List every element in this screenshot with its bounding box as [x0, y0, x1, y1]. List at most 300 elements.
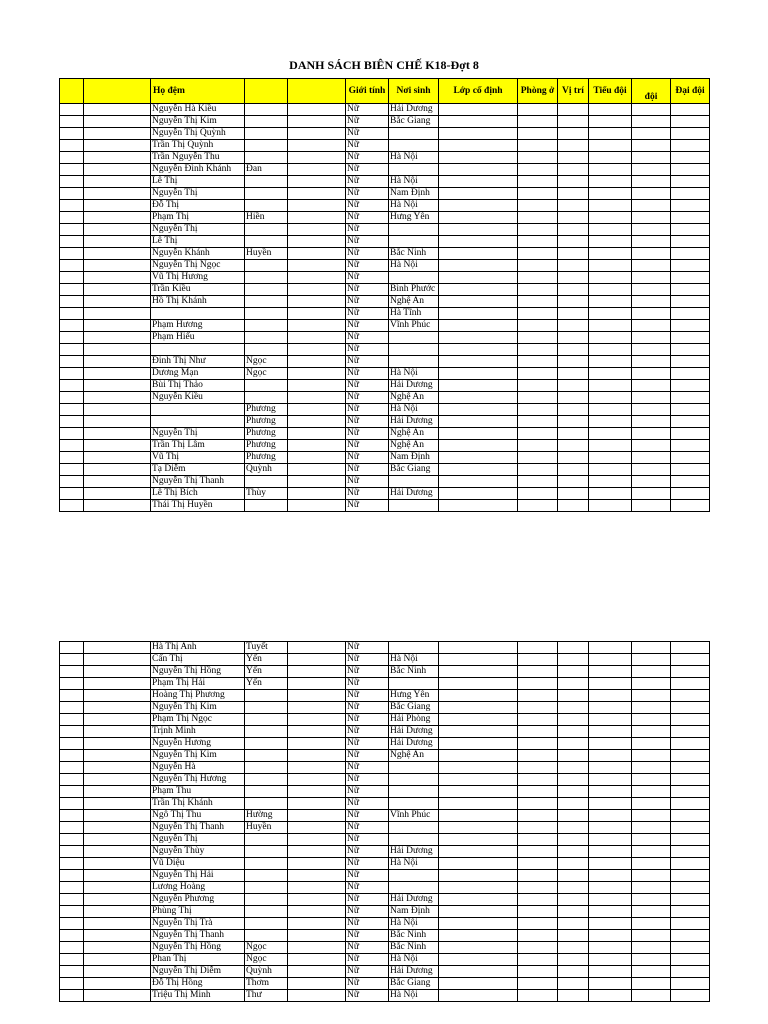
table-cell [288, 846, 346, 858]
cell-noi-sinh [389, 356, 439, 368]
table-cell [632, 404, 671, 416]
table-cell [84, 116, 151, 128]
cell-gioi-tinh: Nữ [346, 128, 389, 140]
table-cell [439, 440, 518, 452]
table-cell [439, 476, 518, 488]
table-cell [439, 104, 518, 116]
table-cell [518, 654, 558, 666]
table-cell [60, 786, 84, 798]
cell-ten: Thùy [245, 488, 288, 500]
table-cell [558, 128, 589, 140]
table-cell [439, 894, 518, 906]
cell-gioi-tinh: Nữ [346, 810, 389, 822]
table-row [60, 642, 710, 654]
cell-ten [245, 176, 288, 188]
table-cell [632, 152, 671, 164]
table-cell [518, 320, 558, 332]
table-cell [60, 750, 84, 762]
table-cell [589, 104, 632, 116]
table-cell [518, 738, 558, 750]
table-cell [632, 452, 671, 464]
cell-ho-dem: Vũ Thị [151, 452, 245, 464]
cell-ho-dem: Nguyễn Thị Thanh [151, 930, 245, 942]
table-cell [518, 236, 558, 248]
table-cell [589, 846, 632, 858]
table-cell [558, 714, 589, 726]
table-cell [288, 272, 346, 284]
table-row [60, 116, 710, 128]
table-cell [671, 918, 710, 930]
table-cell [288, 858, 346, 870]
table-cell [60, 774, 84, 786]
table-cell [671, 810, 710, 822]
cell-noi-sinh: Hải Dương [389, 416, 439, 428]
table-row [60, 248, 710, 260]
table-row [60, 990, 710, 1002]
table-cell [589, 452, 632, 464]
cell-noi-sinh [389, 678, 439, 690]
table-cell [60, 966, 84, 978]
table-cell [589, 248, 632, 260]
table-cell [439, 320, 518, 332]
cell-noi-sinh: Hưng Yên [389, 690, 439, 702]
table-cell [589, 200, 632, 212]
cell-noi-sinh: Hà Nội [389, 954, 439, 966]
table-cell [518, 822, 558, 834]
cell-noi-sinh: Nam Định [389, 452, 439, 464]
table-cell [288, 188, 346, 200]
table-row [60, 666, 710, 678]
header-row [60, 79, 710, 104]
table-cell [84, 260, 151, 272]
table-cell [558, 762, 589, 774]
table-cell [558, 224, 589, 236]
table-cell [439, 212, 518, 224]
table-cell [60, 942, 84, 954]
table-cell [589, 428, 632, 440]
table-cell [518, 368, 558, 380]
table-cell [632, 930, 671, 942]
table-cell [84, 666, 151, 678]
table-cell [288, 308, 346, 320]
table-cell [84, 176, 151, 188]
table-cell [60, 726, 84, 738]
table-row [60, 906, 710, 918]
table-row [60, 452, 710, 464]
table-row [60, 678, 710, 690]
table-cell [518, 248, 558, 260]
table-cell [439, 762, 518, 774]
table-cell [589, 798, 632, 810]
cell-noi-sinh: Bắc Ninh [389, 930, 439, 942]
table-cell [288, 810, 346, 822]
table-cell [589, 714, 632, 726]
table-cell [518, 344, 558, 356]
table-cell [439, 846, 518, 858]
table-cell [558, 284, 589, 296]
table-cell [589, 822, 632, 834]
table-cell [439, 488, 518, 500]
table-row [60, 702, 710, 714]
cell-ten [245, 882, 288, 894]
table-row [60, 750, 710, 762]
table-cell [589, 702, 632, 714]
table-cell [84, 128, 151, 140]
table-cell [439, 990, 518, 1002]
cell-ho-dem: Hồ Thị Khánh [151, 296, 245, 308]
cell-ho-dem: Lê Thị [151, 176, 245, 188]
table-row [60, 942, 710, 954]
cell-ten [245, 870, 288, 882]
table-cell [84, 140, 151, 152]
cell-ho-dem: Nguyễn Hà [151, 762, 245, 774]
table-cell [671, 750, 710, 762]
table-cell [518, 786, 558, 798]
table-cell [558, 918, 589, 930]
table-cell [439, 128, 518, 140]
table-cell [518, 188, 558, 200]
cell-ten [245, 894, 288, 906]
table-cell [84, 762, 151, 774]
cell-ho-dem: Trịnh Minh [151, 726, 245, 738]
table-cell [518, 104, 558, 116]
cell-ho-dem: Trần Thị Quỳnh [151, 140, 245, 152]
table-cell [589, 488, 632, 500]
cell-gioi-tinh: Nữ [346, 176, 389, 188]
table-cell [558, 164, 589, 176]
table-cell [518, 416, 558, 428]
cell-gioi-tinh: Nữ [346, 714, 389, 726]
cell-ho-dem: Cấn Thị [151, 654, 245, 666]
cell-ten [245, 762, 288, 774]
table-cell [558, 152, 589, 164]
cell-ten: Tuyết [245, 642, 288, 654]
table-cell [439, 834, 518, 846]
table-cell [518, 488, 558, 500]
table-row [60, 882, 710, 894]
table-cell [671, 870, 710, 882]
table-cell [671, 846, 710, 858]
table-cell [439, 774, 518, 786]
table-cell [671, 404, 710, 416]
table-cell [84, 642, 151, 654]
cell-ho-dem: Lương Hoàng [151, 882, 245, 894]
table-cell [558, 308, 589, 320]
table-cell [60, 404, 84, 416]
table-cell [288, 200, 346, 212]
table-cell [518, 930, 558, 942]
table-cell [60, 714, 84, 726]
table-cell [671, 488, 710, 500]
cell-gioi-tinh: Nữ [346, 272, 389, 284]
table-cell [518, 834, 558, 846]
table-cell [558, 356, 589, 368]
table-cell [589, 966, 632, 978]
table-cell [671, 116, 710, 128]
table-row [60, 356, 710, 368]
cell-gioi-tinh: Nữ [346, 954, 389, 966]
header-ho-dem: Họ đệm [151, 79, 245, 104]
table-cell [84, 296, 151, 308]
table-cell [671, 690, 710, 702]
table-cell [518, 954, 558, 966]
cell-noi-sinh [389, 128, 439, 140]
table-row [60, 930, 710, 942]
table-cell [671, 834, 710, 846]
table-cell [671, 104, 710, 116]
table-cell [84, 942, 151, 954]
roster-table-1 [59, 78, 710, 512]
table-cell [671, 128, 710, 140]
cell-noi-sinh: Hải Phòng [389, 714, 439, 726]
table-cell [288, 140, 346, 152]
table-row [60, 236, 710, 248]
table-cell [60, 690, 84, 702]
table-cell [84, 930, 151, 942]
table-cell [288, 678, 346, 690]
cell-ho-dem: Nguyễn Phương [151, 894, 245, 906]
cell-ten: Quỳnh [245, 966, 288, 978]
table-cell [558, 702, 589, 714]
cell-gioi-tinh: Nữ [346, 356, 389, 368]
table-cell [60, 296, 84, 308]
table-cell [518, 906, 558, 918]
cell-ho-dem [151, 416, 245, 428]
table-cell [288, 248, 346, 260]
cell-ten [245, 188, 288, 200]
cell-ten [245, 140, 288, 152]
table-cell [518, 714, 558, 726]
table-cell [671, 654, 710, 666]
table-cell [671, 666, 710, 678]
cell-ten [245, 284, 288, 296]
table-cell [84, 834, 151, 846]
table-cell [60, 822, 84, 834]
table-cell [288, 798, 346, 810]
table-cell [60, 380, 84, 392]
table-cell [84, 500, 151, 512]
table-cell [84, 392, 151, 404]
table-cell [439, 224, 518, 236]
table-cell [84, 894, 151, 906]
table-cell [518, 164, 558, 176]
cell-gioi-tinh: Nữ [346, 452, 389, 464]
table-cell [671, 152, 710, 164]
cell-ten: Phương [245, 404, 288, 416]
cell-noi-sinh: Hải Dương [389, 104, 439, 116]
table-cell [589, 990, 632, 1002]
table-cell [84, 236, 151, 248]
table-row [60, 918, 710, 930]
cell-ho-dem: Nguyễn Thị Kim [151, 702, 245, 714]
table-cell [589, 260, 632, 272]
table-cell [558, 846, 589, 858]
table-cell [439, 140, 518, 152]
cell-noi-sinh: Nghệ An [389, 296, 439, 308]
cell-ten [245, 846, 288, 858]
table-cell [558, 464, 589, 476]
cell-ho-dem: Nguyễn Thị Kim [151, 750, 245, 762]
cell-ho-dem: Thái Thị Huyền [151, 500, 245, 512]
table-cell [518, 846, 558, 858]
table-cell [671, 332, 710, 344]
cell-gioi-tinh: Nữ [346, 164, 389, 176]
cell-noi-sinh [389, 236, 439, 248]
cell-ho-dem: Nguyễn Thị Trà [151, 918, 245, 930]
table-cell [439, 822, 518, 834]
table-cell [60, 810, 84, 822]
table-cell [84, 846, 151, 858]
table-cell [632, 774, 671, 786]
cell-ten [245, 476, 288, 488]
table-cell [632, 332, 671, 344]
table-row [60, 164, 710, 176]
table-cell [589, 858, 632, 870]
table-cell [288, 212, 346, 224]
table-cell [671, 164, 710, 176]
table-cell [84, 428, 151, 440]
cell-noi-sinh: Hà Nội [389, 152, 439, 164]
table-cell [671, 248, 710, 260]
cell-gioi-tinh: Nữ [346, 116, 389, 128]
table-cell [60, 188, 84, 200]
table-cell [60, 702, 84, 714]
table-cell [60, 906, 84, 918]
cell-ten [245, 260, 288, 272]
table-cell [60, 798, 84, 810]
cell-ho-dem: Lê Thị Bích [151, 488, 245, 500]
table-cell [84, 404, 151, 416]
cell-gioi-tinh: Nữ [346, 762, 389, 774]
table-cell [558, 858, 589, 870]
table-cell [288, 750, 346, 762]
cell-gioi-tinh: Nữ [346, 464, 389, 476]
cell-gioi-tinh: Nữ [346, 416, 389, 428]
table-cell [518, 870, 558, 882]
cell-noi-sinh [389, 822, 439, 834]
table-cell [439, 368, 518, 380]
table-cell [558, 990, 589, 1002]
table-cell [84, 308, 151, 320]
table-cell [589, 332, 632, 344]
table-cell [589, 464, 632, 476]
table-row [60, 188, 710, 200]
table-cell [632, 726, 671, 738]
table-cell [558, 104, 589, 116]
table-cell [589, 894, 632, 906]
cell-noi-sinh: Hà Nội [389, 654, 439, 666]
table-cell [60, 272, 84, 284]
cell-gioi-tinh: Nữ [346, 930, 389, 942]
table-cell [288, 714, 346, 726]
cell-ho-dem: Trần Nguyễn Thu [151, 152, 245, 164]
table-cell [632, 176, 671, 188]
table-cell [671, 392, 710, 404]
cell-ho-dem: Đỗ Thị Hồng [151, 978, 245, 990]
table-cell [632, 798, 671, 810]
table-cell [671, 678, 710, 690]
table-cell [589, 666, 632, 678]
table-cell [671, 894, 710, 906]
table-cell [439, 164, 518, 176]
table-cell [84, 702, 151, 714]
table-cell [558, 200, 589, 212]
table-cell [589, 404, 632, 416]
cell-ho-dem: Nguyễn Thị Diễm [151, 966, 245, 978]
table-cell [518, 858, 558, 870]
header-cell [245, 79, 288, 104]
table-cell [288, 440, 346, 452]
table-cell [518, 356, 558, 368]
table-cell [558, 428, 589, 440]
table-cell [439, 248, 518, 260]
table-cell [671, 858, 710, 870]
table-cell [558, 786, 589, 798]
cell-gioi-tinh: Nữ [346, 894, 389, 906]
table-cell [632, 392, 671, 404]
cell-ten [245, 200, 288, 212]
table-row [60, 476, 710, 488]
cell-gioi-tinh: Nữ [346, 870, 389, 882]
table-cell [60, 368, 84, 380]
table-cell [632, 906, 671, 918]
table-cell [632, 296, 671, 308]
table-cell [84, 654, 151, 666]
cell-noi-sinh: Bắc Giang [389, 116, 439, 128]
table-cell [84, 810, 151, 822]
table-row [60, 954, 710, 966]
table-cell [671, 786, 710, 798]
cell-ten: Huyền [245, 248, 288, 260]
table-cell [671, 368, 710, 380]
table-row [60, 332, 710, 344]
cell-ten: Thư [245, 990, 288, 1002]
cell-ten [245, 152, 288, 164]
table-cell [671, 966, 710, 978]
table-cell [288, 224, 346, 236]
table-cell [439, 284, 518, 296]
table-cell [558, 332, 589, 344]
table-cell [589, 128, 632, 140]
table-cell [671, 452, 710, 464]
table-cell [288, 464, 346, 476]
table-row [60, 846, 710, 858]
cell-ten [245, 272, 288, 284]
cell-noi-sinh: Nghệ An [389, 440, 439, 452]
table-cell [558, 906, 589, 918]
page-title: DANH SÁCH BIÊN CHẾ K18-Đợt 8 [289, 58, 479, 72]
table-cell [518, 128, 558, 140]
table-cell [518, 978, 558, 990]
table-row [60, 224, 710, 236]
table-cell [589, 500, 632, 512]
cell-noi-sinh [389, 762, 439, 774]
cell-ten [245, 726, 288, 738]
table-cell [84, 822, 151, 834]
table-row [60, 140, 710, 152]
table-row [60, 966, 710, 978]
table-cell [558, 368, 589, 380]
cell-noi-sinh: Hà Nội [389, 918, 439, 930]
table-cell [589, 654, 632, 666]
table-cell [84, 678, 151, 690]
table-row [60, 738, 710, 750]
header-cell [60, 79, 84, 104]
table-row [60, 284, 710, 296]
cell-ho-dem: Bùi Thị Thảo [151, 380, 245, 392]
table-cell [589, 284, 632, 296]
table-cell [558, 870, 589, 882]
